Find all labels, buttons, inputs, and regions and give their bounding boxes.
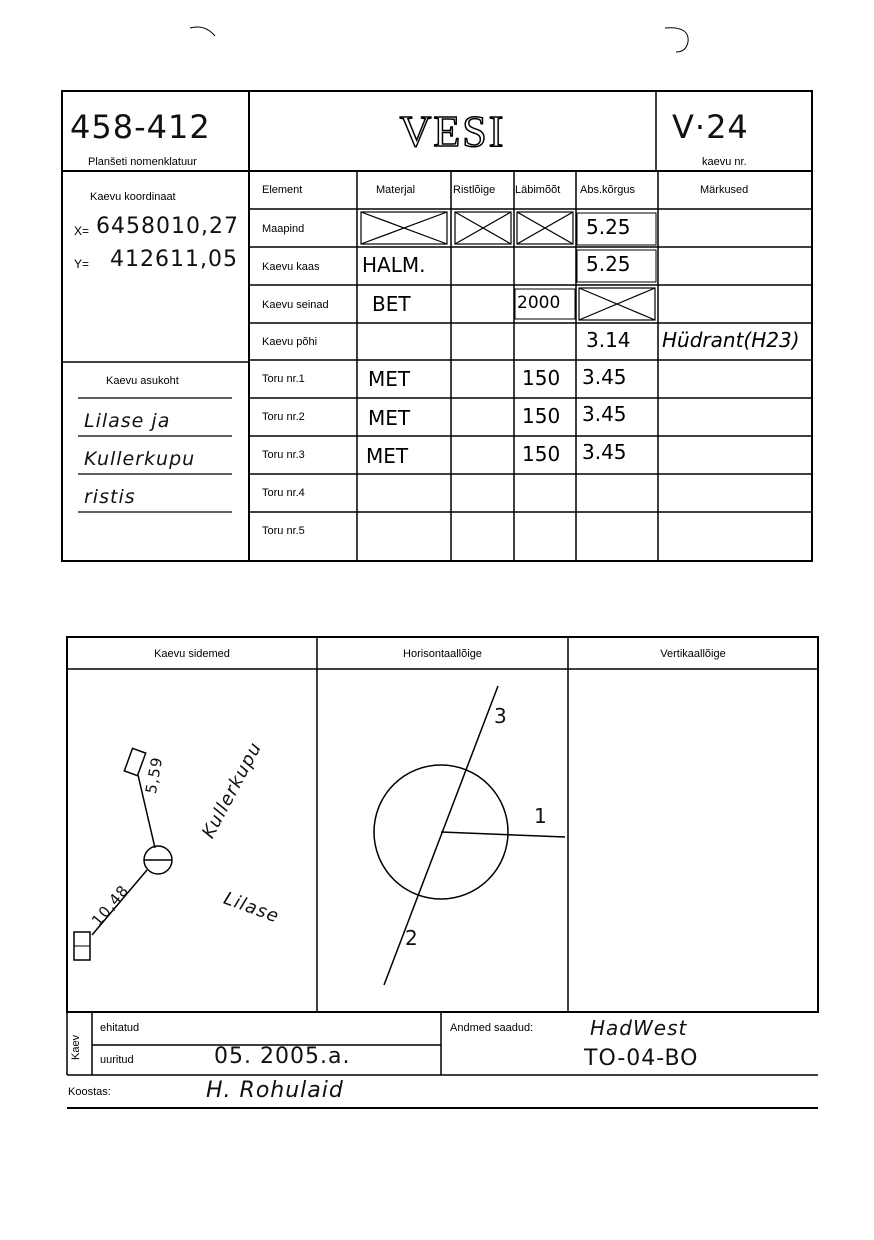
cell-kaevu-seinad-material: BET xyxy=(372,292,411,316)
location-label: Kaevu asukoht xyxy=(106,375,179,387)
data-source-value-1: HadWest xyxy=(590,1016,688,1040)
col-header-abs-height: Abs.kõrgus xyxy=(580,184,636,196)
row-element-kaevu-pohi: Kaevu põhi xyxy=(262,336,318,348)
location-line-3: ristis xyxy=(84,486,136,508)
cell-toru-3-material: MET xyxy=(366,444,409,468)
cell-toru-3-abs-height: 3.45 xyxy=(582,440,627,464)
row-element-kaevu-kaas: Kaevu kaas xyxy=(262,261,320,273)
cell-kaevu-kaas-material: HALM. xyxy=(362,253,426,277)
footer-side-label: Kaev xyxy=(70,1034,82,1060)
y-prefix: Y= xyxy=(74,257,90,271)
cell-toru-3-diameter: 150 xyxy=(522,442,561,466)
surveyed-value: 05. 2005.a. xyxy=(214,1044,351,1069)
row-element-toru-3: Toru nr.3 xyxy=(262,449,305,461)
cell-toru-1-diameter: 150 xyxy=(522,366,561,390)
location-line-1: Lilase ja xyxy=(84,410,171,432)
pipe-label-1: 1 xyxy=(534,804,548,828)
surveyed-label: uuritud xyxy=(100,1054,134,1066)
row-element-maapind: Maapind xyxy=(262,223,305,235)
row-element-kaevu-seinad: Kaevu seinad xyxy=(262,299,329,311)
cell-maapind-abs-height: 5.25 xyxy=(586,215,631,239)
section-header-links: Kaevu sidemed xyxy=(154,648,230,660)
data-source-value-2: TO-04-BO xyxy=(584,1046,699,1071)
y-coordinate: 412611,05 xyxy=(110,247,238,272)
sketch-street-1: Kullerkupu xyxy=(198,738,267,842)
x-prefix: X= xyxy=(74,224,90,238)
nomenclature-value: 458-412 xyxy=(70,108,211,146)
section-header-vertical: Vertikaallõige xyxy=(660,648,726,660)
sketch-street-2: Lilase xyxy=(220,888,283,928)
cell-toru-1-material: MET xyxy=(368,367,411,391)
built-label: ehitatud xyxy=(100,1022,140,1034)
coordinates-label: Kaevu koordinaat xyxy=(90,191,176,203)
cell-kaevu-pohi-notes: Hüdrant(H23) xyxy=(662,328,800,352)
cell-toru-1-abs-height: 3.45 xyxy=(582,365,627,389)
cell-kaevu-kaas-abs-height: 5.25 xyxy=(586,252,631,276)
author-value: H. Rohulaid xyxy=(206,1078,344,1103)
page-title: VESI xyxy=(399,107,506,156)
author-label: Koostas: xyxy=(68,1086,111,1098)
section-header-horizontal: Horisontaallõige xyxy=(403,648,482,660)
row-element-toru-2: Toru nr.2 xyxy=(262,411,305,423)
row-element-toru-5: Toru nr.5 xyxy=(262,525,305,537)
col-header-diameter: Läbimõõt xyxy=(515,184,561,196)
cell-toru-2-material: MET xyxy=(368,406,411,430)
row-element-toru-1: Toru nr.1 xyxy=(262,373,305,385)
well-number-value: V·24 xyxy=(672,108,749,146)
cell-kaevu-seinad-diameter: 2000 xyxy=(517,293,561,313)
sketch-distance-2: 10,48 xyxy=(88,881,133,930)
cell-toru-2-diameter: 150 xyxy=(522,404,561,428)
nomenclature-label: Planšeti nomenklatuur xyxy=(88,156,197,168)
col-header-notes: Märkused xyxy=(700,184,749,196)
cell-toru-2-abs-height: 3.45 xyxy=(582,402,627,426)
x-coordinate: 6458010,27 xyxy=(96,214,239,239)
location-line-2: Kullerkupu xyxy=(84,448,196,470)
data-source-label: Andmed saadud: xyxy=(450,1022,534,1034)
row-element-toru-4: Toru nr.4 xyxy=(262,487,305,499)
sketch-distance-1: 5,59 xyxy=(142,755,167,796)
cell-kaevu-pohi-abs-height: 3.14 xyxy=(586,328,631,352)
pipe-label-3: 3 xyxy=(494,704,508,728)
col-header-material: Materjal xyxy=(376,184,416,196)
well-number-label: kaevu nr. xyxy=(702,156,747,168)
col-header-element: Element xyxy=(262,184,303,196)
pipe-label-2: 2 xyxy=(405,926,419,950)
col-header-cross-section: Ristlõige xyxy=(453,184,496,196)
